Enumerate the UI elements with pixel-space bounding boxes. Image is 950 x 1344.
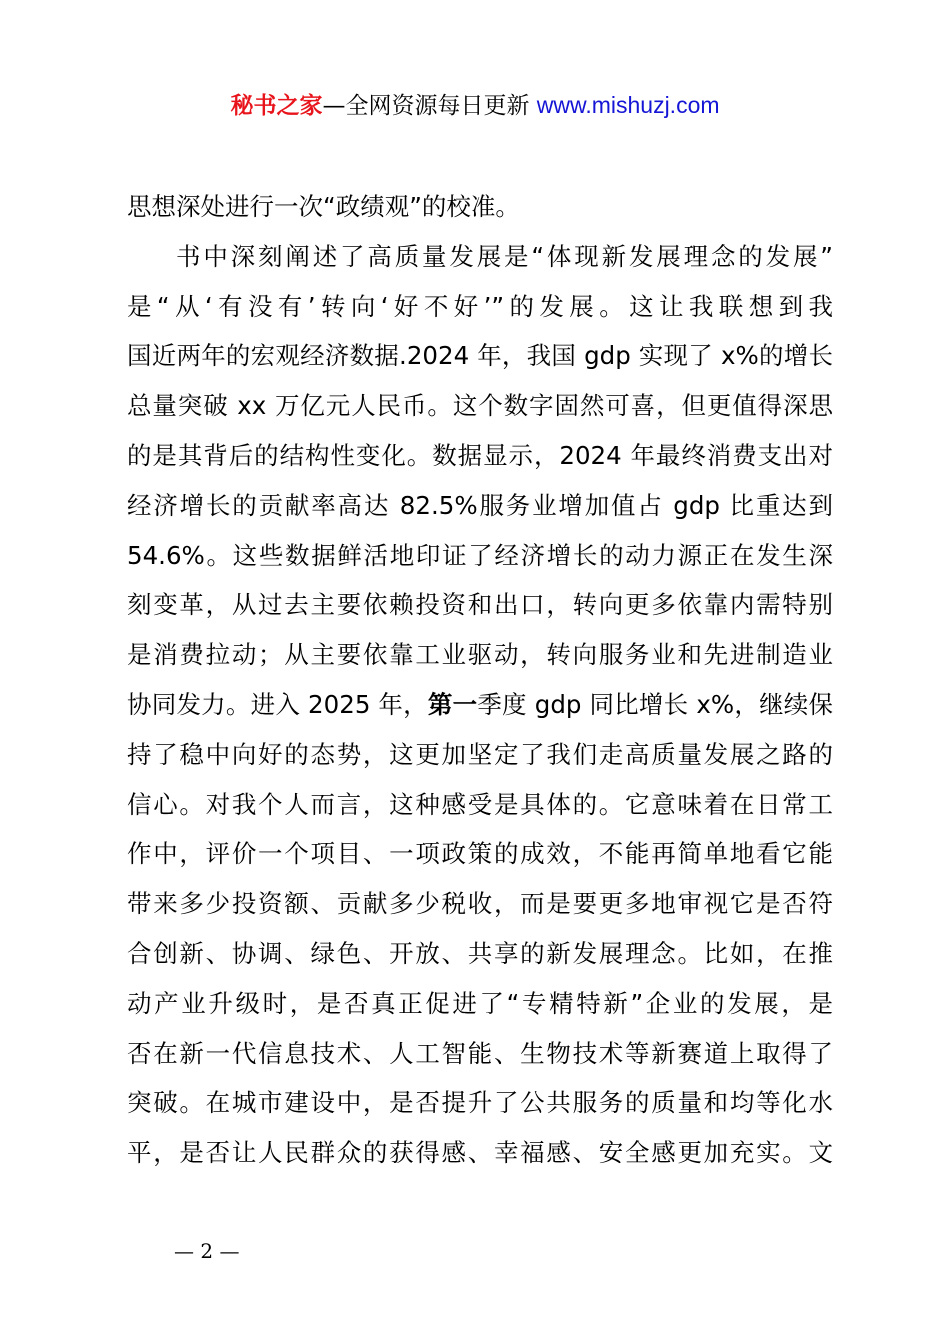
text-line: 是“从‘有没有’转向‘好不好’”的发展。这让我联想到我 [127, 291, 833, 321]
paragraph-first-line: 书中深刻阐述了高质量发展是“体现新发展理念的发展” [176, 241, 833, 271]
text-line: 经济增长的贡献率高达 82.5%服务业增加值占 gdp 比重达到 [127, 490, 833, 520]
text-line: 作中，评价一个项目、一项政策的成效，不能再简单地看它能 [127, 839, 833, 869]
text-line: 信心。对我个人而言，这种感受是具体的。它意味着在日常工 [127, 789, 833, 819]
bold-text: 第一 [427, 689, 478, 719]
text-line: 总量突破 xx 万亿元人民币。这个数字固然可喜，但更值得深思 [127, 391, 833, 421]
text-segment: 协同发力。进入 2025 年， [127, 689, 428, 719]
text-line: 带来多少投资额、贡献多少税收，而是要更多地审视它是否符 [127, 889, 833, 919]
text-line: 突破。在城市建设中，是否提升了公共服务的质量和均等化水 [127, 1088, 833, 1118]
text-line: 54.6%。这些数据鲜活地印证了经济增长的动力源正在发生深 [127, 540, 833, 570]
text-line-with-bold [127, 680, 833, 730]
text-line: 是消费拉动；从主要依靠工业驱动，转向服务业和先进制造业 [127, 640, 833, 670]
header-tagline: —全网资源每日更新 [322, 93, 530, 119]
text-line: 刻变革，从过去主要依赖投资和出口，转向更多依靠内需特别 [127, 590, 833, 620]
text-line: 否在新一代信息技术、人工智能、生物技术等新赛道上取得了 [127, 1038, 833, 1068]
page-header [0, 89, 950, 122]
text-line: 的是其背后的结构性变化。数据显示，2024 年最终消费支出对 [127, 440, 833, 470]
text-line: 国近两年的宏观经济数据.2024 年，我国 gdp 实现了 x%的增长 [127, 341, 833, 371]
text-line: 平，是否让人民群众的获得感、幸福感、安全感更加充实。文 [127, 1138, 833, 1168]
text-line: 合创新、协调、绿色、开放、共享的新发展理念。比如，在推 [127, 938, 833, 968]
text-segment: 季度 gdp 同比增长 x%，继续保 [477, 689, 833, 719]
site-url-link[interactable]: www.mishuzj.com [536, 92, 720, 118]
brand-name: 秘书之家 [230, 93, 323, 119]
text-line: 持了稳中向好的态势，这更加坚定了我们走高质量发展之路的 [127, 739, 833, 769]
document-body [127, 182, 833, 1178]
text-line: 动产业升级时，是否真正促进了“专精特新”企业的发展，是 [127, 988, 833, 1018]
page-number: — 2 — [174, 1239, 240, 1263]
text-line: 思想深处进行一次“政绩观”的校准。 [127, 192, 520, 221]
